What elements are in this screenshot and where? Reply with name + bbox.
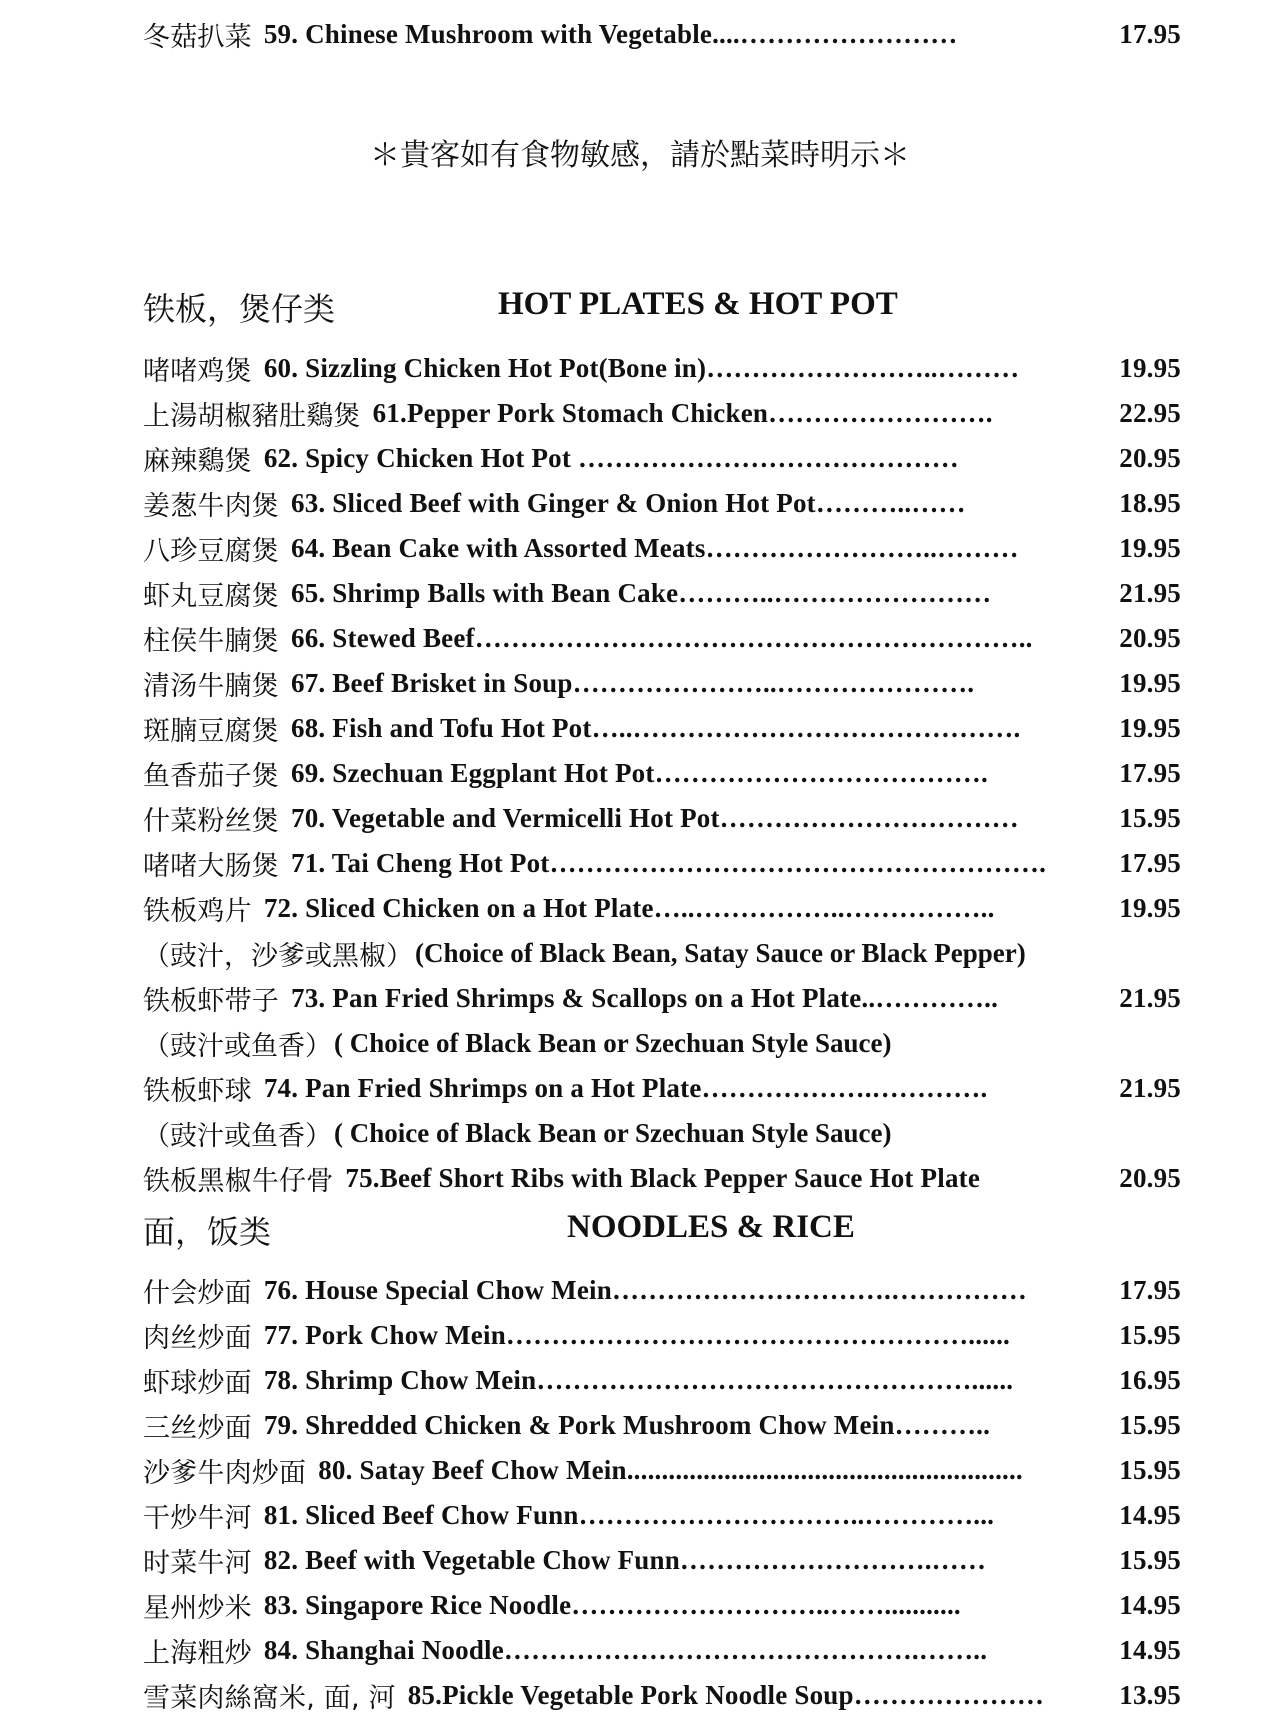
item-price: 15.95 <box>1119 1454 1181 1485</box>
item-price: 16.95 <box>1119 1364 1181 1395</box>
item-chinese-name: 铁板虾球 <box>143 1075 252 1107</box>
item-english-name: 82. Beef with Vegetable Chow Funn……………………….…… <box>263 1544 987 1575</box>
item-chinese-name: 肉丝炒面 <box>143 1322 252 1354</box>
item-price: 13.95 <box>1119 1679 1181 1710</box>
note-english: (Choice of Black Bean, Satay Sauce or Black Pepper) <box>415 937 1026 968</box>
item-price: 20.95 <box>1119 622 1181 653</box>
item-chinese-name: 沙爹牛肉炒面 <box>143 1457 307 1489</box>
item-price: 22.95 <box>1119 397 1181 428</box>
menu-item <box>143 753 1181 793</box>
item-price: 19.95 <box>1119 532 1181 563</box>
item-price: 19.95 <box>1119 667 1181 698</box>
item-price: 17.95 <box>1119 757 1181 788</box>
menu-item <box>143 14 1181 54</box>
menu-item <box>143 528 1181 568</box>
item-chinese-name: 柱侯牛腩煲 <box>143 625 279 657</box>
section-heading-chinese: 面，饭类 <box>143 1213 272 1251</box>
section-heading-english: HOT PLATES & HOT POT <box>498 286 898 322</box>
item-price: 21.95 <box>1119 982 1181 1013</box>
item-chinese-name: 姜葱牛肉煲 <box>143 490 279 522</box>
item-english-name: 63. Sliced Beef with Ginger & Onion Hot Pot………..…… <box>291 487 966 518</box>
item-english-name: 61.Pepper Pork Stomach Chicken……………………. <box>372 397 993 428</box>
item-price: 15.95 <box>1119 1544 1181 1575</box>
item-price: 17.95 <box>1119 847 1181 878</box>
menu-item <box>143 798 1181 838</box>
sauce-choice-note <box>143 933 1181 973</box>
menu-item <box>143 573 1181 613</box>
allergy-note: ＊貴客如有食物敏感，請於點菜時明示＊ <box>370 138 910 173</box>
item-english-name: 80. Satay Beef Chow Mein......................................................... <box>318 1454 1023 1485</box>
item-english-name: 72. Sliced Chicken on a Hot Plate…..……………..…………….. <box>263 892 995 923</box>
item-chinese-name: 雪菜肉絲窩米, 面, 河 <box>143 1682 396 1714</box>
item-english-name: 73. Pan Fried Shrimps & Scallops on a Hot Plate..………….. <box>291 982 999 1013</box>
item-english-name: 69. Szechuan Eggplant Hot Pot………………………………. <box>291 757 988 788</box>
section-heading-hot-plates <box>143 284 1181 332</box>
item-english-name: 79. Shredded Chicken & Pork Mushroom Chow Mein……….. <box>263 1409 991 1440</box>
section-heading-chinese: 铁板，煲仔类 <box>143 290 336 328</box>
note-english: ( Choice of Black Bean or Szechuan Style Sauce) <box>334 1117 892 1148</box>
item-chinese-name: 三丝炒面 <box>143 1412 252 1444</box>
item-price: 21.95 <box>1119 577 1181 608</box>
item-chinese-name: 鱼香茄子煲 <box>143 760 279 792</box>
item-english-name: 66. Stewed Beef…………………………………………………….. <box>291 622 1033 653</box>
section-heading-noodles <box>143 1207 1181 1255</box>
item-chinese-name: 铁板黑椒牛仔骨 <box>143 1165 334 1197</box>
item-price: 19.95 <box>1119 352 1181 383</box>
item-chinese-name: 干炒牛河 <box>143 1502 252 1534</box>
item-chinese-name: 啫啫大肠煲 <box>143 850 279 882</box>
item-english-name: 59. Chinese Mushroom with Vegetable....…………………… <box>263 18 958 49</box>
item-chinese-name: 铁板虾带子 <box>143 985 279 1017</box>
item-chinese-name: 虾球炒面 <box>143 1367 252 1399</box>
note-chinese: （豉汁或鱼香） <box>143 1120 332 1152</box>
menu-item <box>143 1585 1181 1625</box>
item-price: 19.95 <box>1119 712 1181 743</box>
item-english-name: 75.Beef Short Ribs with Black Pepper Sauce Hot Plate <box>345 1162 981 1193</box>
item-english-name: 74. Pan Fried Shrimps on a Hot Plate……………….…………. <box>263 1072 988 1103</box>
menu-item <box>143 1158 1181 1198</box>
menu-item <box>143 1540 1181 1580</box>
menu-item <box>143 1270 1181 1310</box>
item-english-name: 76. House Special Chow Mein………………………….…………… <box>263 1274 1027 1305</box>
item-english-name: 81. Sliced Beef Chow Funn…………………………..…………... <box>263 1499 995 1530</box>
item-english-name: 78. Shrimp Chow Mein…………………………………………...... <box>263 1364 1014 1395</box>
menu-item <box>143 1675 1181 1715</box>
item-chinese-name: 麻辣鷄煲 <box>143 445 252 477</box>
menu-item <box>143 1315 1181 1355</box>
item-price: 18.95 <box>1119 487 1181 518</box>
item-english-name: 60. Sizzling Chicken Hot Pot(Bone in)……………………..……… <box>263 352 1020 383</box>
item-price: 21.95 <box>1119 1072 1181 1103</box>
sauce-choice-note <box>143 1023 1181 1063</box>
item-price: 17.95 <box>1119 1274 1181 1305</box>
item-price: 15.95 <box>1119 1319 1181 1350</box>
item-english-name: 71. Tai Cheng Hot Pot………………………………………………. <box>291 847 1047 878</box>
item-chinese-name: 什会炒面 <box>143 1277 252 1309</box>
sauce-choice-note <box>143 1113 1181 1153</box>
menu-item <box>143 708 1181 748</box>
item-chinese-name: 星州炒米 <box>143 1592 252 1624</box>
menu-item <box>143 1630 1181 1670</box>
menu-item <box>143 1068 1181 1108</box>
menu-item <box>143 1450 1181 1490</box>
item-price: 17.95 <box>1119 18 1181 49</box>
menu-item <box>143 1495 1181 1535</box>
item-english-name: 64. Bean Cake with Assorted Meats……………………..……… <box>291 532 1019 563</box>
menu-item <box>143 843 1181 883</box>
menu-item <box>143 1405 1181 1445</box>
item-price: 14.95 <box>1119 1499 1181 1530</box>
item-english-name: 84. Shanghai Noodle……………………………………….…….. <box>263 1634 988 1665</box>
item-english-name: 62. Spicy Chicken Hot Pot …………………………………… <box>263 442 959 473</box>
item-price: 19.95 <box>1119 892 1181 923</box>
note-chinese: （豉汁，沙爹或黑椒） <box>143 940 413 972</box>
item-english-name: 77. Pork Chow Mein……………………………………………...... <box>263 1319 1011 1350</box>
item-english-name: 85.Pickle Vegetable Pork Noodle Soup………………… <box>407 1679 1045 1710</box>
item-english-name: 67. Beef Brisket in Soup…………………..…………………. <box>291 667 975 698</box>
item-chinese-name: 时菜牛河 <box>143 1547 252 1579</box>
item-english-name: 65. Shrimp Balls with Bean Cake………..…………………… <box>291 577 992 608</box>
menu-item <box>143 483 1181 523</box>
item-chinese-name: 上湯胡椒豬肚鷄煲 <box>143 400 361 432</box>
item-english-name: 70. Vegetable and Vermicelli Hot Pot…………………………… <box>291 802 1019 833</box>
item-chinese-name: 清汤牛腩煲 <box>143 670 279 702</box>
item-chinese-name: 什菜粉丝煲 <box>143 805 279 837</box>
menu-item <box>143 1360 1181 1400</box>
item-price: 14.95 <box>1119 1589 1181 1620</box>
menu-item <box>143 438 1181 478</box>
item-english-name: 83. Singapore Rice Noodle………………………..……........... <box>263 1589 961 1620</box>
item-price: 20.95 <box>1119 442 1181 473</box>
item-chinese-name: 上海粗炒 <box>143 1637 252 1669</box>
menu-item <box>143 393 1181 433</box>
item-price: 15.95 <box>1119 1409 1181 1440</box>
item-price: 20.95 <box>1119 1162 1181 1193</box>
menu-item <box>143 618 1181 658</box>
section-heading-english: NOODLES & RICE <box>567 1209 855 1245</box>
menu-item <box>143 663 1181 703</box>
item-price: 15.95 <box>1119 802 1181 833</box>
item-chinese-name: 铁板鸡片 <box>143 895 252 927</box>
menu-item <box>143 348 1181 388</box>
item-chinese-name: 冬菇扒菜 <box>143 21 252 53</box>
item-price: 14.95 <box>1119 1634 1181 1665</box>
note-chinese: （豉汁或鱼香） <box>143 1030 332 1062</box>
item-english-name: 68. Fish and Tofu Hot Pot…..……………………………………. <box>291 712 1021 743</box>
item-chinese-name: 八珍豆腐煲 <box>143 535 279 567</box>
note-english: ( Choice of Black Bean or Szechuan Style Sauce) <box>334 1027 892 1058</box>
item-chinese-name: 虾丸豆腐煲 <box>143 580 279 612</box>
menu-item <box>143 978 1181 1018</box>
item-chinese-name: 啫啫鸡煲 <box>143 355 252 387</box>
item-chinese-name: 斑腩豆腐煲 <box>143 715 279 747</box>
menu-item <box>143 888 1181 928</box>
